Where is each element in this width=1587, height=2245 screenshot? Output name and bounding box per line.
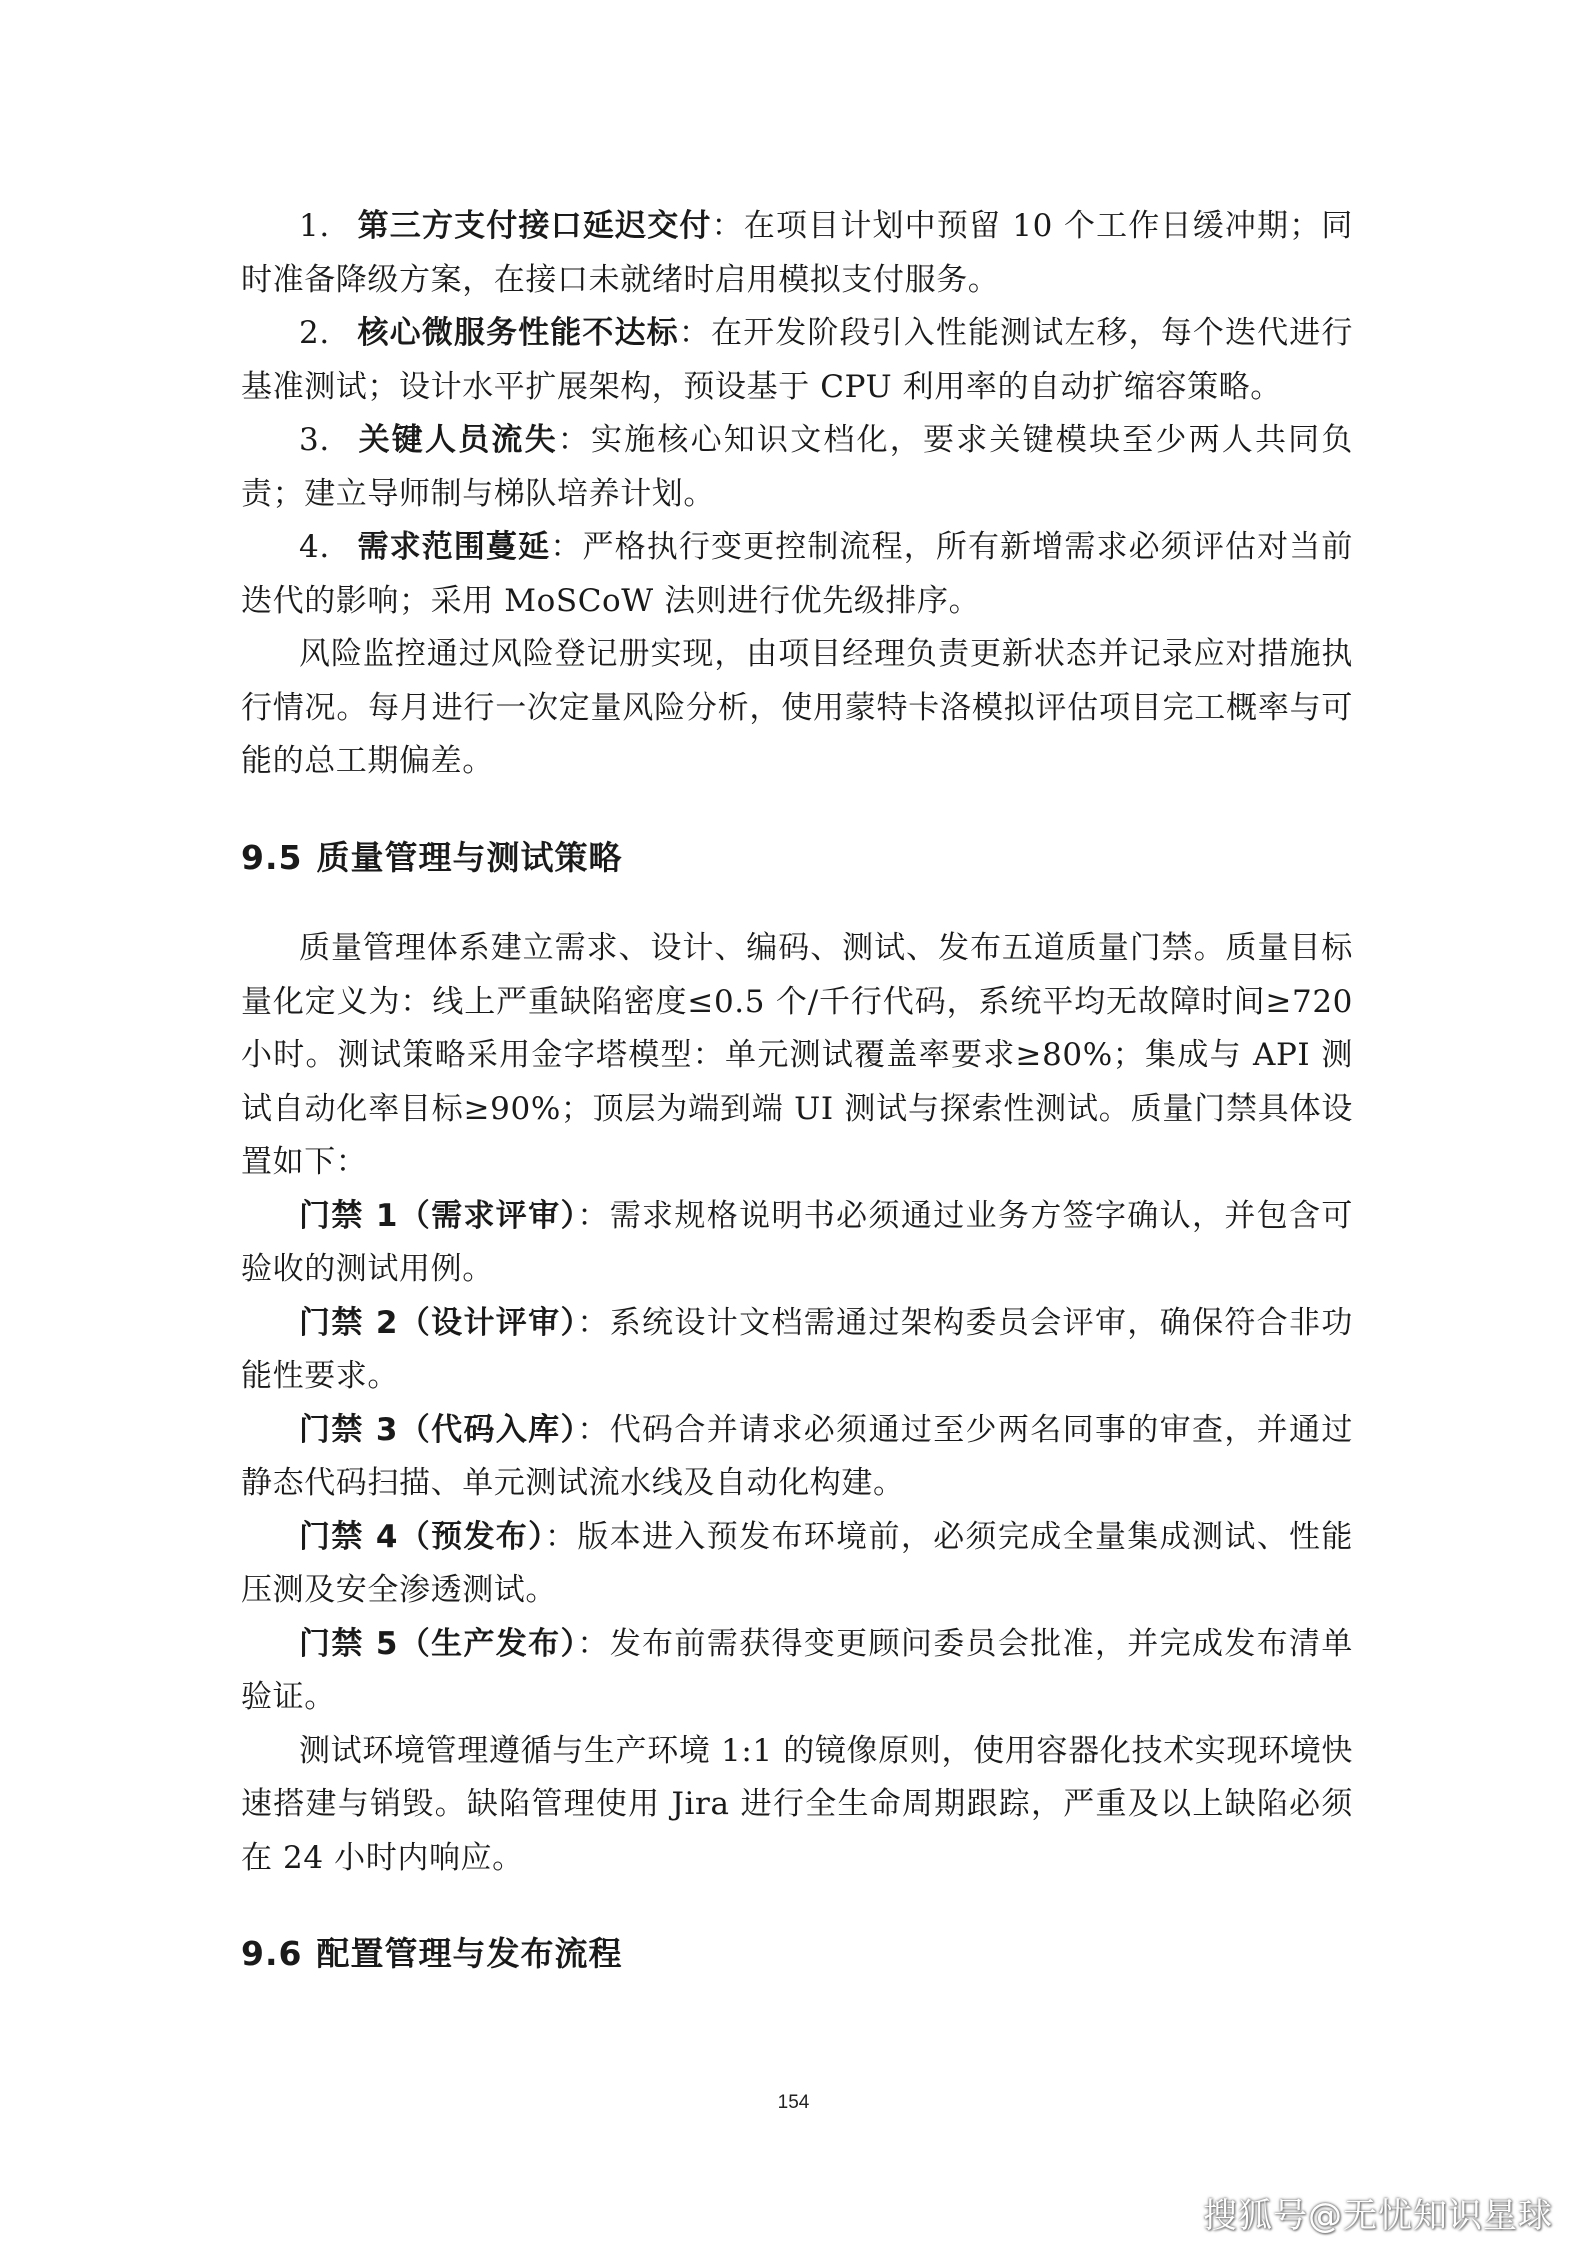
risk-text: ：实施核心知识文档化，要求关键模块至少两人共同负责；建立导师制与梯队培养计划。 <box>241 422 1353 512</box>
quality-gate-5 <box>241 1618 1353 1725</box>
section-number: 9.6 <box>241 1934 303 1973</box>
section-title: 配置管理与发布流程 <box>316 1934 623 1973</box>
risk-item-4 <box>241 521 1353 628</box>
list-number: 1. <box>299 208 330 244</box>
list-number: 2. <box>299 315 330 351</box>
quality-gate-3 <box>241 1404 1353 1511</box>
gate-term: 门禁 1（需求评审） <box>299 1197 578 1234</box>
risk-text: ：在开发阶段引入性能测试左移，每个迭代进行基准测试；设计水平扩展架构，预设基于 CPU 利用率的自动扩缩容策略。 <box>241 315 1354 405</box>
gate-term: 门禁 2（设计评审） <box>299 1304 578 1341</box>
gate-text: ：需求规格说明书必须通过业务方签字确认，并包含可验收的测试用例。 <box>241 1197 1353 1287</box>
gate-term: 门禁 5（生产发布） <box>299 1625 578 1662</box>
risk-item-3 <box>241 414 1353 521</box>
quality-gate-2 <box>241 1297 1353 1404</box>
risk-term: 第三方支付接口延迟交付 <box>357 208 712 244</box>
page-number: 154 <box>777 2092 810 2113</box>
section-number: 9.5 <box>241 837 303 877</box>
section-heading-9-6 <box>241 1927 1353 1981</box>
gate-text: ：系统设计文档需通过架构委员会评审，确保符合非功能性要求。 <box>241 1304 1353 1394</box>
watermark-text: 搜狐号@无忧知识星球 <box>1203 2196 1553 2236</box>
section-title: 质量管理与测试策略 <box>316 837 623 877</box>
risk-text: ：严格执行变更控制流程，所有新增需求必须评估对当前迭代的影响；采用 MoSCoW 法则进行优先级排序。 <box>241 529 1353 619</box>
gate-term: 门禁 3（代码入库） <box>299 1411 578 1448</box>
risk-item-2 <box>241 307 1353 414</box>
list-number: 3. <box>299 422 330 458</box>
page-content <box>241 200 1353 1981</box>
gate-text: ：版本进入预发布环境前，必须完成全量集成测试、性能压测及安全渗透测试。 <box>241 1518 1354 1608</box>
gate-text: ：发布前需获得变更顾问委员会批准，并完成发布清单验证。 <box>241 1625 1353 1715</box>
risk-monitoring-paragraph: 风险监控通过风险登记册实现，由项目经理负责更新状态并记录应对措施执行情况。每月进行一次定量风险分析，使用蒙特卡洛模拟评估项目完工概率与可能的总工期偏差。 <box>241 636 1353 779</box>
section-heading-9-5 <box>241 831 1353 885</box>
quality-gate-4 <box>241 1511 1353 1618</box>
risk-text: ：在项目计划中预留 10 个工作日缓冲期；同时准备降级方案，在接口未就绪时启用模拟支付服务。 <box>241 208 1353 298</box>
quality-gate-1 <box>241 1190 1353 1297</box>
risk-item-1 <box>241 200 1353 307</box>
quality-intro-paragraph: 质量管理体系建立需求、设计、编码、测试、发布五道质量门禁。质量目标量化定义为：线上严重缺陷密度≤0.5 个/千行代码，系统平均无故障时间≥720 小时。测试策略采用金字塔模型：单元测试覆盖率要求≥80%；集成与 API 测试自动化率目标≥90%；顶层为端到端 UI 测试与探索性测试。质量门禁具体设置如下： <box>241 930 1353 1180</box>
gate-text: ：代码合并请求必须通过至少两名同事的审查，并通过静态代码扫描、单元测试流水线及自动化构建。 <box>241 1411 1353 1501</box>
test-environment-paragraph: 测试环境管理遵循与生产环境 1:1 的镜像原则，使用容器化技术实现环境快速搭建与销毁。缺陷管理使用 Jira 进行全生命周期跟踪，严重及以上缺陷必须在 24 小时内响应。 <box>241 1732 1353 1876</box>
risk-term: 核心微服务性能不达标 <box>357 315 679 351</box>
list-number: 4. <box>299 529 330 565</box>
gate-term: 门禁 4（预发布） <box>299 1518 546 1555</box>
risk-term: 需求范围蔓延 <box>357 529 551 565</box>
risk-term: 关键人员流失 <box>357 422 558 458</box>
